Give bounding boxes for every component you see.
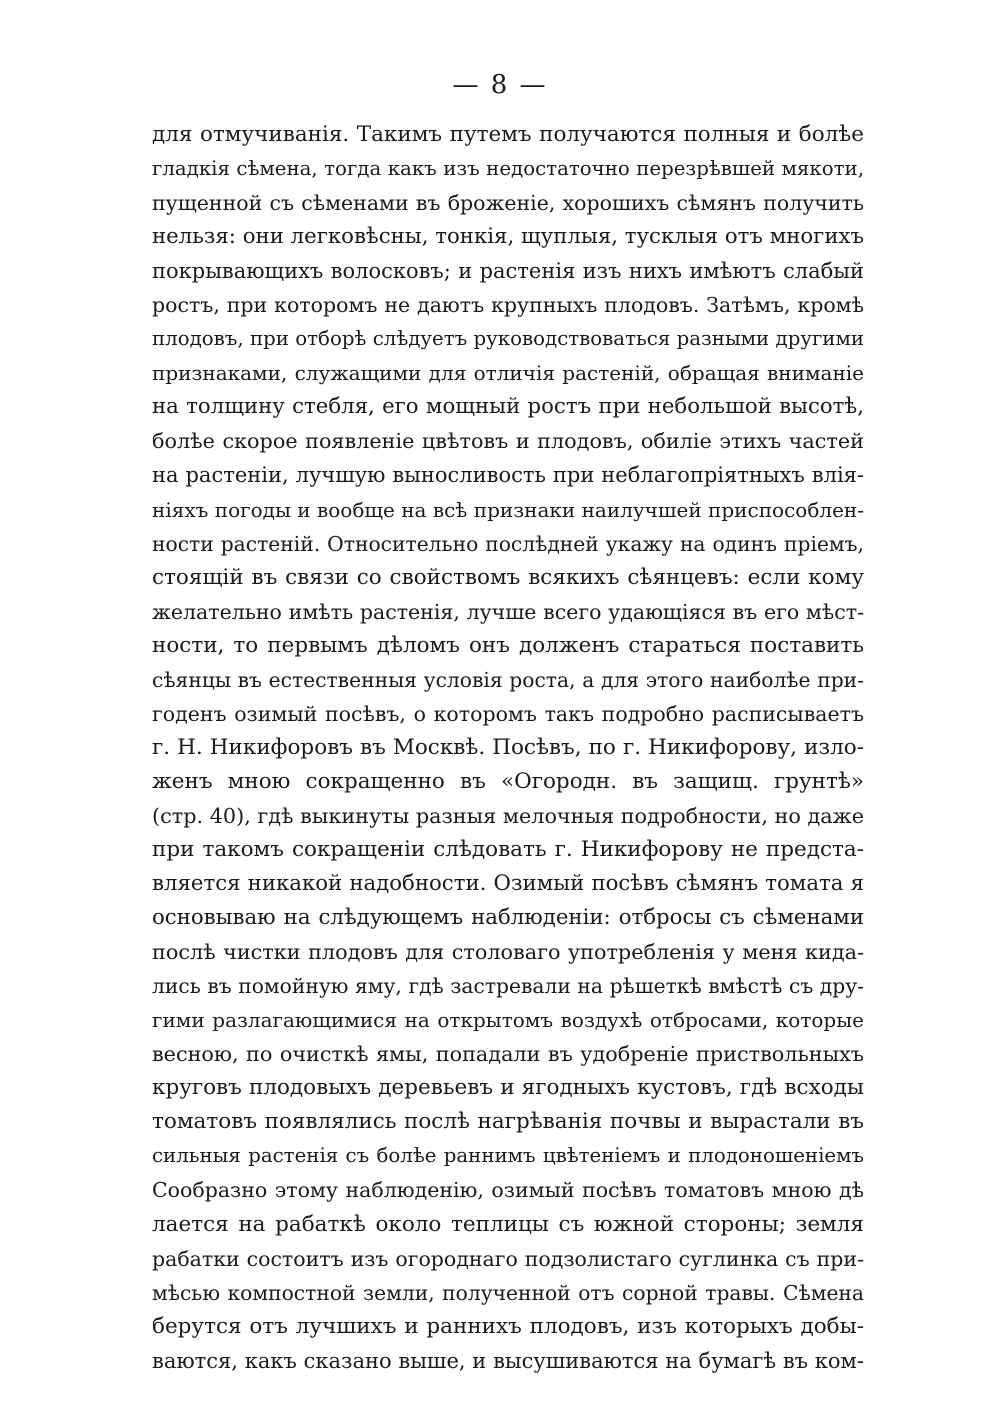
text-line: гими разлагающимися на открытомъ воздухѣ отбросами, которые (152, 1008, 864, 1033)
text-line: годенъ озимый посѣвъ, о которомъ такъ подробно расписываетъ (152, 701, 864, 726)
text-line: вляется никакой надобности. Озимый посѣвъ сѣмянъ томата я (152, 871, 864, 897)
text-line: женъ мною сокращенно въ «Огородн. въ защищ. грунтѣ» (152, 768, 864, 794)
text-line: стоящій въ связи со свойствомъ всякихъ сѣянцевъ: если кому (152, 564, 864, 590)
text-line: Сообразно этому наблюденію, озимый посѣвъ томатовъ мною дѣ (152, 1178, 864, 1203)
text-line: признаками, служащими для отличія растеній, обращая вниманіе (152, 361, 864, 386)
text-line: пущенной съ сѣменами въ броженіе, хорошихъ сѣмянъ получить (152, 191, 864, 216)
text-line: лается на рабаткѣ около теплицы съ южной стороны; земля (152, 1211, 864, 1237)
text-line: гладкія сѣмена, тогда какъ изъ недостаточно перезрѣвшей мякоти, (152, 157, 864, 181)
text-line: мѣсью компостной земли, полученной отъ сорной травы. Сѣмена (152, 1280, 864, 1305)
text-line: желательно имѣть растенія, лучше всего удающіяся въ его мѣст- (152, 599, 864, 624)
page-number: — 8 — (452, 70, 548, 100)
text-line: послѣ чистки плодовъ для столоваго употребленія у меня кида- (152, 940, 864, 965)
text-line: ности, то первымъ дѣломъ онъ долженъ стараться поставить (152, 632, 864, 658)
text-line: болѣе скорое появленіе цвѣтовъ и плодовъ, обиліе этихъ частей (152, 429, 864, 454)
text-line: весною, по очисткѣ ямы, попадали въ удобреніе приствольныхъ (152, 1042, 864, 1067)
text-line: сѣянцы въ естественныя условія роста, а для этого наиболѣе при- (152, 667, 864, 692)
text-line: круговъ плодовыхъ деревьевъ и ягодныхъ кустовъ, гдѣ всходы (152, 1075, 864, 1101)
text-line: для отмучиванія. Такимъ путемъ получаются полныя и болѣе (152, 122, 864, 147)
text-line: ности растеній. Относительно послѣдней укажу на одинъ пріемъ, (152, 531, 864, 556)
text-line: томатовъ появлялись послѣ нагрѣванія почвы и вырастали въ (152, 1109, 864, 1135)
text-line: ваются, какъ сказано выше, и высушиваются на бумагѣ въ ком- (152, 1348, 864, 1373)
text-line: (стр. 40), гдѣ выкинуты разныя мелочныя подробности, но даже (152, 803, 864, 828)
text-line: ніяхъ погоды и вообще на всѣ признаки наилучшей приспособлен- (152, 497, 864, 522)
text-line: лись въ помойную яму, гдѣ застревали на рѣшеткѣ вмѣстѣ съ дру- (152, 974, 864, 999)
text-line: рабатки состоитъ изъ огороднаго подзолистаго суглинка съ при- (152, 1246, 864, 1271)
text-line: ростъ, при которомъ не даютъ крупныхъ плодовъ. Затѣмъ, кромѣ (152, 293, 864, 318)
text-line: покрывающихъ волосковъ; и растенія изъ нихъ имѣютъ слабый (152, 259, 864, 284)
text-line: сильныя растенія съ болѣе раннимъ цвѣтеніемъ и плодоношеніемъ (152, 1144, 864, 1168)
text-line: при такомъ сокращеніи слѣдовать г. Никифорову не предста- (152, 836, 864, 862)
text-line: на растеніи, лучшую выносливость при неблагопріятныхъ влія- (152, 463, 864, 488)
text-line: основываю на слѣдующемъ наблюденіи: отбросы съ сѣменами (152, 905, 864, 931)
text-line: нельзя: они легковѣсны, тонкія, щуплыя, тусклыя отъ многихъ (152, 224, 864, 250)
text-line: на толщину стебля, его мощный ростъ при небольшой высотѣ, (152, 394, 864, 420)
text-line: берутся отъ лучшихъ и раннихъ плодовъ, изъ которыхъ добы- (152, 1313, 864, 1339)
text-line: плодовъ, при отборѣ слѣдуетъ руководствоваться разными другими (152, 327, 864, 351)
text-line: г. Н. Никифоровъ въ Москвѣ. Посѣвъ, по г. Никифорову, изло- (152, 734, 864, 760)
body-text (152, 118, 864, 1378)
